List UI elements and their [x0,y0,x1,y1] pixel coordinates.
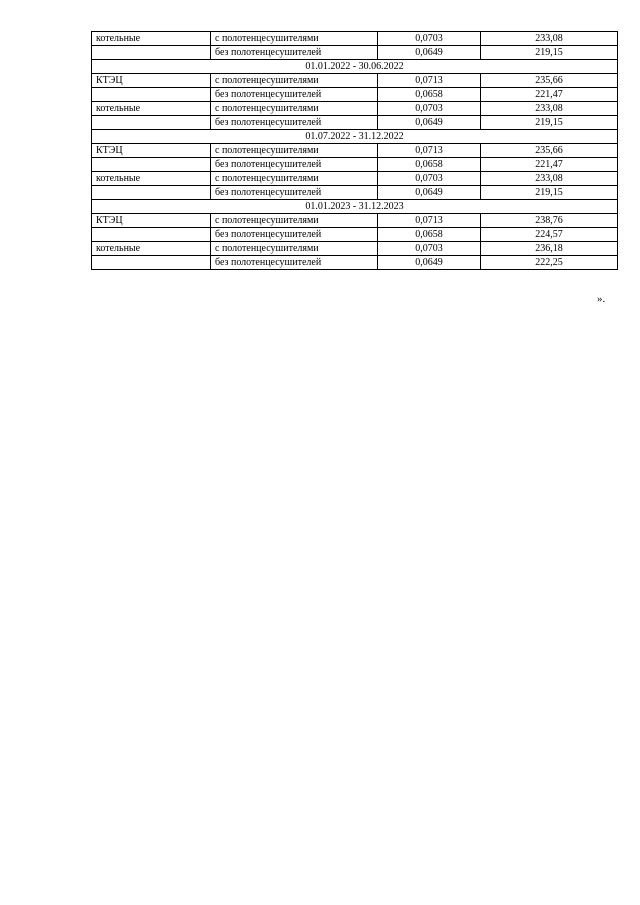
building-type-cell: без полотенцесушителей [211,256,378,270]
price-value-cell: 235,66 [481,74,618,88]
building-type-cell: с полотенцесушителями [211,144,378,158]
table-row [92,158,618,172]
table-row [92,74,618,88]
table-row [92,242,618,256]
table-row [92,88,618,102]
heat-source-cell: КТЭЦ [92,214,211,228]
price-value-cell: 233,08 [481,172,618,186]
table-row [92,46,618,60]
norm-value-cell: 0,0713 [378,214,481,228]
table-row [92,228,618,242]
building-type-cell: без полотенцесушителей [211,158,378,172]
heat-source-cell [92,158,211,172]
heat-source-cell: котельные [92,32,211,46]
norm-value-cell: 0,0649 [378,46,481,60]
period-header-row [92,200,618,214]
table-row [92,102,618,116]
price-value-cell: 235,66 [481,144,618,158]
norm-value-cell: 0,0649 [378,256,481,270]
building-type-cell: с полотенцесушителями [211,242,378,256]
norm-value-cell: 0,0649 [378,186,481,200]
closing-quote-mark: ». [597,293,606,305]
norm-value-cell: 0,0713 [378,74,481,88]
building-type-cell: без полотенцесушителей [211,228,378,242]
price-value-cell: 233,08 [481,32,618,46]
building-type-cell: с полотенцесушителями [211,214,378,228]
tariff-table-body [92,32,618,270]
building-type-cell: с полотенцесушителями [211,32,378,46]
heat-source-cell [92,256,211,270]
norm-value-cell: 0,0658 [378,228,481,242]
heat-source-cell: КТЭЦ [92,74,211,88]
table-row [92,186,618,200]
building-type-cell: без полотенцесушителей [211,88,378,102]
norm-value-cell: 0,0703 [378,242,481,256]
building-type-cell: с полотенцесушителями [211,102,378,116]
building-type-cell: с полотенцесушителями [211,74,378,88]
period-label: 01.01.2022 - 30.06.2022 [92,60,618,74]
period-label: 01.01.2023 - 31.12.2023 [92,200,618,214]
price-value-cell: 221,47 [481,158,618,172]
norm-value-cell: 0,0713 [378,144,481,158]
price-value-cell: 219,15 [481,46,618,60]
price-value-cell: 236,18 [481,242,618,256]
heat-source-cell: котельные [92,242,211,256]
table-row [92,256,618,270]
norm-value-cell: 0,0649 [378,116,481,130]
heat-source-cell: котельные [92,102,211,116]
period-header-row [92,60,618,74]
price-value-cell: 221,47 [481,88,618,102]
heat-source-cell [92,46,211,60]
norm-value-cell: 0,0703 [378,32,481,46]
norm-value-cell: 0,0703 [378,172,481,186]
period-label: 01.07.2022 - 31.12.2022 [92,130,618,144]
price-value-cell: 219,15 [481,116,618,130]
heat-source-cell [92,116,211,130]
table-row [92,172,618,186]
heat-source-cell [92,228,211,242]
price-value-cell: 219,15 [481,186,618,200]
heat-source-cell [92,88,211,102]
period-header-row [92,130,618,144]
table-row [92,32,618,46]
table-row [92,144,618,158]
tariff-table [91,31,618,270]
heat-source-cell: котельные [92,172,211,186]
building-type-cell: без полотенцесушителей [211,46,378,60]
norm-value-cell: 0,0658 [378,158,481,172]
building-type-cell: без полотенцесушителей [211,186,378,200]
building-type-cell: с полотенцесушителями [211,172,378,186]
heat-source-cell [92,186,211,200]
heat-source-cell: КТЭЦ [92,144,211,158]
price-value-cell: 224,57 [481,228,618,242]
norm-value-cell: 0,0703 [378,102,481,116]
price-value-cell: 222,25 [481,256,618,270]
norm-value-cell: 0,0658 [378,88,481,102]
price-value-cell: 238,76 [481,214,618,228]
building-type-cell: без полотенцесушителей [211,116,378,130]
price-value-cell: 233,08 [481,102,618,116]
table-row [92,116,618,130]
table-row [92,214,618,228]
